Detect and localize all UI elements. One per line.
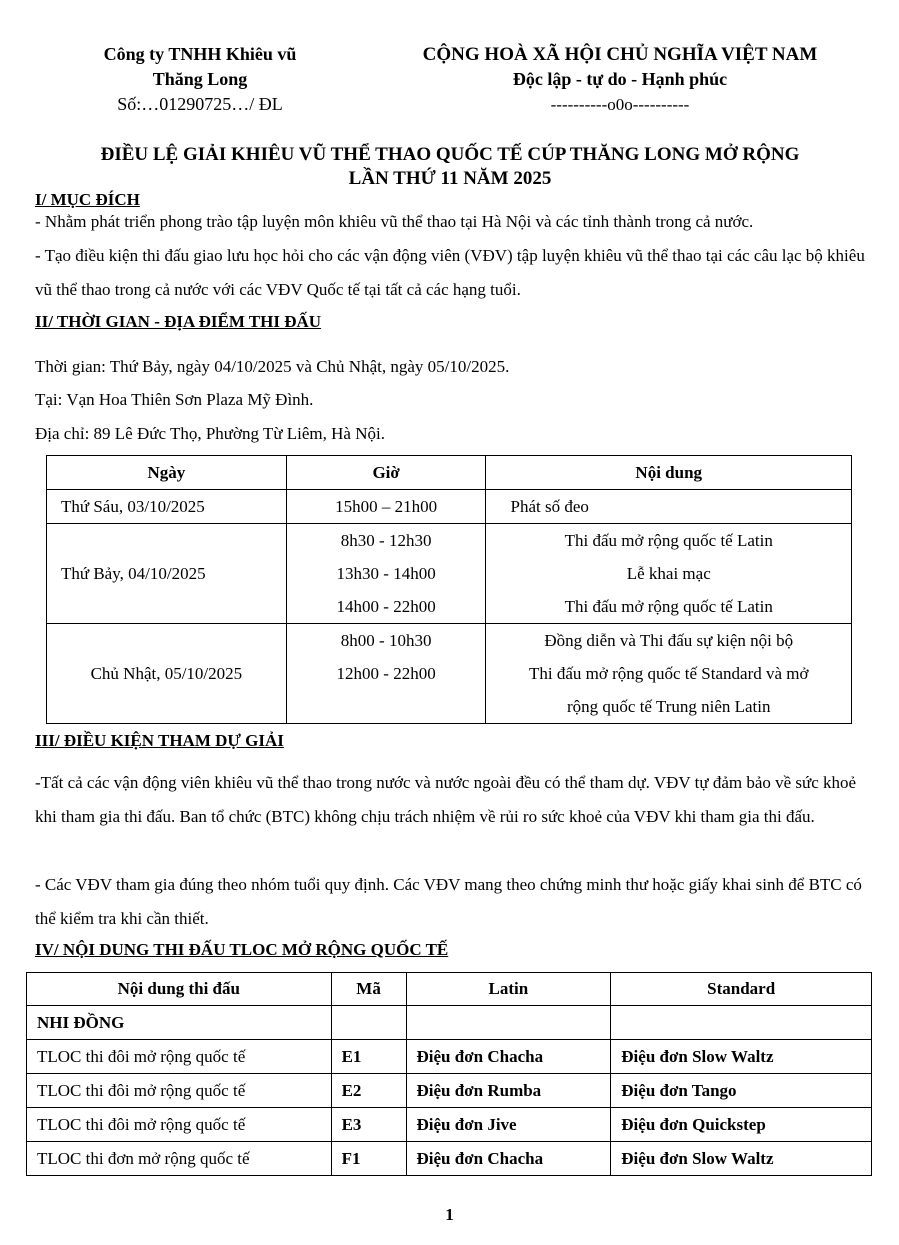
schedule-contents <box>486 624 852 724</box>
title-line2: LẦN THỨ 11 NĂM 2025 <box>348 168 552 189</box>
event-name: TLOC thi đôi mở rộng quốc tế <box>27 1108 332 1142</box>
event-time: Thời gian: Thứ Bảy, ngày 04/10/2025 và Chủ Nhật, ngày 05/10/2025. <box>35 357 510 376</box>
latin-dance: Điệu đơn Chacha <box>406 1142 611 1176</box>
schedule-header-time: Giờ <box>286 456 486 490</box>
empty-cell <box>331 1006 406 1040</box>
schedule-header-content: Nội dung <box>486 456 852 490</box>
schedule-content: Thi đấu mở rộng quốc tế Latin <box>564 597 773 616</box>
competition-header-row <box>27 973 872 1006</box>
event-code: F1 <box>331 1142 406 1176</box>
document-number: Số:…01290725…/ ĐL <box>117 94 283 114</box>
schedule-header-day: Ngày <box>47 456 287 490</box>
empty-cell <box>611 1006 872 1040</box>
section2-heading: II/ THỜI GIAN - ĐỊA ĐIỂM THI ĐẤU <box>35 312 322 331</box>
latin-dance: Điệu đơn Jive <box>406 1108 611 1142</box>
schedule-content: Lễ khai mạc <box>626 564 711 583</box>
header-separator: ----------o0o---------- <box>550 95 690 114</box>
section1-paragraph2: - Tạo điều kiện thi đấu giao lưu học hỏi cho các vận động viên (VĐV) tập luyện khiêu vũ thể thao tại các câu lạc bộ khiêu vũ thể thao trong cả nước với các VĐV Quốc tế tại tất cả các hạng tuổi. <box>35 246 865 299</box>
schedule-content: rộng quốc tế Trung niên Latin <box>566 697 771 716</box>
event-address: Địa chỉ: 89 Lê Đức Thọ, Phường Từ Liêm, Hà Nội. <box>35 424 385 443</box>
schedule-day: Thứ Sáu, 03/10/2025 <box>47 490 287 524</box>
page-number: 1 <box>445 1205 454 1224</box>
empty-cell <box>406 1006 611 1040</box>
schedule-content: Đồng diễn và Thi đấu sự kiện nội bộ <box>544 631 794 650</box>
standard-dance: Điệu đơn Tango <box>611 1074 872 1108</box>
competition-row <box>27 1142 872 1176</box>
company-name-line1: Công ty TNHH Khiêu vũ <box>103 44 297 64</box>
competition-row <box>27 1074 872 1108</box>
competition-header-latin: Latin <box>406 973 611 1006</box>
schedule-content: Thi đấu mở rộng quốc tế Standard và mở <box>528 664 809 683</box>
schedule-time: 12h00 - 22h00 <box>336 664 436 683</box>
title-line1: ĐIỀU LỆ GIẢI KHIÊU VŨ THỂ THAO QUỐC TẾ CÚP THĂNG LONG MỞ RỘNG <box>100 144 800 165</box>
schedule-time: 8h00 - 10h30 <box>340 631 432 650</box>
section1-heading: I/ MỤC ĐÍCH <box>35 190 140 209</box>
company-header <box>60 42 340 117</box>
competition-group-row <box>27 1006 872 1040</box>
standard-dance: Điệu đơn Quickstep <box>611 1108 872 1142</box>
section3-paragraph1: -Tất cả các vận động viên khiêu vũ thể thao trong nước và nước ngoài đều có thể tham dự. VĐV tự đảm bảo về sức khoẻ khi tham gia thi đấu. Ban tổ chức (BTC) không chịu trách nhiệm về rủi ro sức khoẻ của VĐV khi tham gia thi đấu. <box>35 773 857 826</box>
schedule-contents <box>486 524 852 624</box>
schedule-row <box>47 624 852 724</box>
event-name: TLOC thi đôi mở rộng quốc tế <box>27 1074 332 1108</box>
company-name-line2: Thăng Long <box>152 69 248 89</box>
country-name: CỘNG HOÀ XÃ HỘI CHỦ NGHĨA VIỆT NAM <box>422 44 818 65</box>
competition-table <box>26 972 872 1176</box>
section1-paragraph1: - Nhằm phát triển phong trào tập luyện môn khiêu vũ thể thao tại Hà Nội và các tỉnh thành trong cả nước. <box>35 212 754 231</box>
schedule-time <box>287 690 486 723</box>
schedule-day: Thứ Bảy, 04/10/2025 <box>47 524 287 624</box>
schedule-row <box>47 490 852 524</box>
competition-header-standard: Standard <box>611 973 872 1006</box>
competition-header-code: Mã <box>331 973 406 1006</box>
schedule-time: 14h00 - 22h00 <box>336 597 436 616</box>
competition-header-event: Nội dung thi đấu <box>27 973 332 1006</box>
event-name: TLOC thi đơn mở rộng quốc tế <box>27 1142 332 1176</box>
schedule-times <box>286 624 486 724</box>
schedule-time: 15h00 – 21h00 <box>286 490 486 524</box>
schedule-row <box>47 524 852 624</box>
schedule-content: Thi đấu mở rộng quốc tế Latin <box>564 531 773 550</box>
event-code: E2 <box>331 1074 406 1108</box>
competition-row <box>27 1108 872 1142</box>
schedule-times <box>286 524 486 624</box>
competition-row <box>27 1040 872 1074</box>
event-name: TLOC thi đôi mở rộng quốc tế <box>27 1040 332 1074</box>
schedule-header-row <box>47 456 852 490</box>
event-code: E3 <box>331 1108 406 1142</box>
event-code: E1 <box>331 1040 406 1074</box>
age-group-label: NHI ĐỒNG <box>27 1006 332 1040</box>
standard-dance: Điệu đơn Slow Waltz <box>611 1040 872 1074</box>
latin-dance: Điệu đơn Chacha <box>406 1040 611 1074</box>
national-header <box>370 42 870 117</box>
section3-paragraph2: - Các VĐV tham gia đúng theo nhóm tuổi quy định. Các VĐV mang theo chứng minh thư hoặc giấy khai sinh để BTC có thể kiểm tra khi cần thiết. <box>35 875 862 928</box>
schedule-time: 13h30 - 14h00 <box>336 564 436 583</box>
schedule-table <box>46 455 852 724</box>
standard-dance: Điệu đơn Slow Waltz <box>611 1142 872 1176</box>
section3-heading: III/ ĐIỀU KIỆN THAM DỰ GIẢI <box>35 731 284 750</box>
document-title <box>20 143 880 191</box>
schedule-day: Chủ Nhật, 05/10/2025 <box>47 624 287 724</box>
national-motto: Độc lập - tự do - Hạnh phúc <box>512 69 728 89</box>
latin-dance: Điệu đơn Rumba <box>406 1074 611 1108</box>
schedule-content: Phát số đeo <box>486 490 852 524</box>
section4-heading: IV/ NỘI DUNG THI ĐẤU TLOC MỞ RỘNG QUỐC TẾ <box>35 940 449 959</box>
event-venue: Tại: Vạn Hoa Thiên Sơn Plaza Mỹ Đình. <box>35 390 314 409</box>
schedule-time: 8h30 - 12h30 <box>340 531 432 550</box>
